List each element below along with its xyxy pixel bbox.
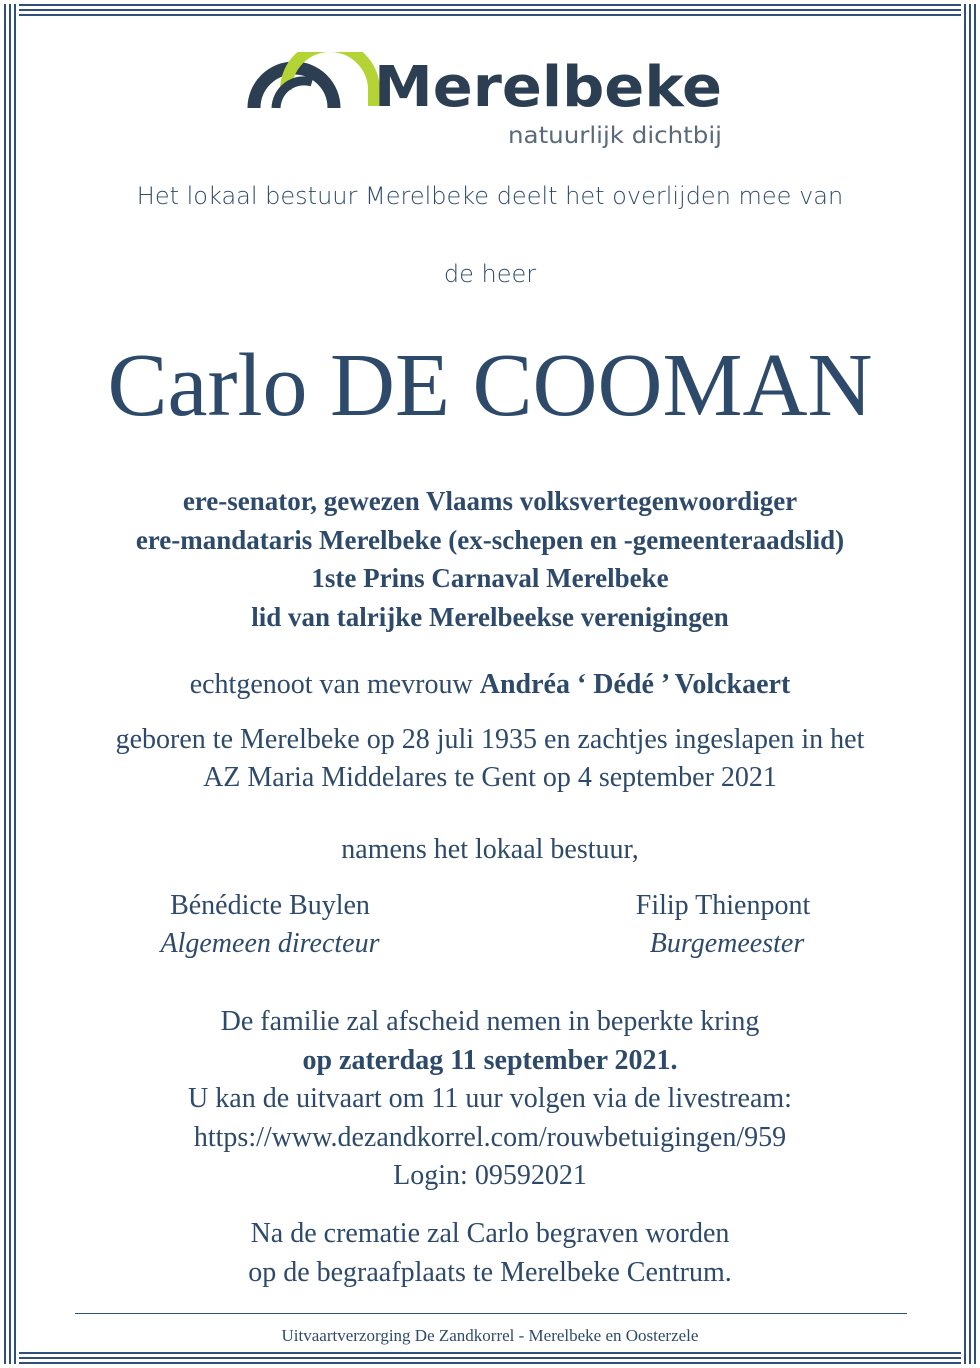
livestream-url: https://www.dezandkorrel.com/rouwbetuigingen/959 xyxy=(193,1121,787,1153)
footer-divider xyxy=(75,1313,907,1314)
spouse-name: Andréa ‘ Dédé ’ Volckaert xyxy=(479,669,791,700)
spouse-prefix: echtgenoot van mevrouw xyxy=(189,669,480,700)
signatory-role: Algemeen directeur xyxy=(160,928,380,959)
salutation: de heer xyxy=(443,260,537,288)
title-line: lid van talrijke Merelbeekse verenigingen xyxy=(251,601,729,632)
signatory-name: Bénédicte Buylen xyxy=(170,890,370,921)
logo-arches-icon xyxy=(254,52,374,108)
signatory-role: Burgemeester xyxy=(649,928,805,959)
birth-death-line: AZ Maria Middelares te Gent op 4 september 2021 xyxy=(203,762,777,793)
intro-text: Het lokaal bestuur Merelbeke deelt het overlijden mee van xyxy=(136,182,844,210)
farewell-line: U kan de uitvaart om 11 uur volgen via de livestream: xyxy=(188,1083,792,1114)
deceased-name: Carlo DE COOMAN xyxy=(107,336,873,435)
signatory-right xyxy=(583,887,863,963)
birth-death-block xyxy=(0,721,980,797)
logo-wordmark: Merelbeke xyxy=(374,55,722,120)
farewell-block xyxy=(0,1003,980,1196)
birth-death-line: geboren te Merelbeke op 28 juli 1935 en zachtjes ingeslapen in het xyxy=(115,724,865,755)
title-line: ere-senator, gewezen Vlaams volksvertegenwoordiger xyxy=(182,486,798,516)
signatory-left xyxy=(130,887,410,963)
burial-block xyxy=(0,1214,980,1292)
burial-line: Na de crematie zal Carlo begraven worden xyxy=(250,1218,730,1249)
merelbeke-logo xyxy=(246,52,726,152)
livestream-login: Login: 09592021 xyxy=(393,1160,587,1191)
footer-text: Uitvaartverzorging De Zandkorrel - Merelbeke en Oosterzele xyxy=(281,1326,699,1345)
burial-line: op de begraafplaats te Merelbeke Centrum. xyxy=(248,1257,732,1288)
spouse-line xyxy=(0,667,980,703)
farewell-line: De familie zal afscheid nemen in beperkte kring xyxy=(220,1006,760,1037)
title-line: ere-mandataris Merelbeke (ex-schepen en -gemeenteraadslid) xyxy=(135,524,845,555)
logo-tagline: natuurlijk dichtbij xyxy=(508,123,722,149)
title-line: 1ste Prins Carnaval Merelbeke xyxy=(311,563,669,593)
signatory-name: Filip Thienpont xyxy=(635,890,811,921)
titles-block xyxy=(0,482,980,636)
on-behalf-text: namens het lokaal bestuur, xyxy=(341,834,639,865)
farewell-date: op zaterdag 11 september 2021. xyxy=(302,1044,678,1076)
